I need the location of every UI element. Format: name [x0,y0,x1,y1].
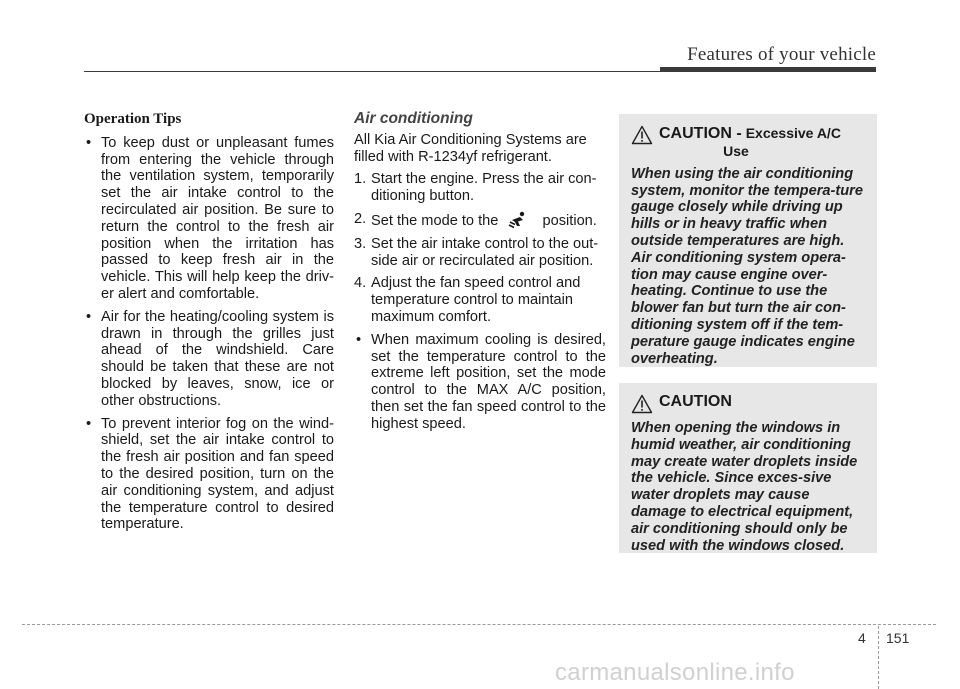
air-conditioning-column [354,111,606,439]
caution-header [631,124,867,160]
step-number: 3. [354,235,367,252]
chapter-number: 4 [858,630,866,646]
step-item [354,275,606,325]
step-number: 2. [354,210,367,227]
caution-subtitle-2: Use [723,143,749,159]
step-text: Adjust the fan speed control and temperature control to maintain maximum comfort. [371,275,581,325]
bullet-dot: • [86,308,92,325]
bullet-dot: • [86,415,92,432]
list-item [84,416,334,534]
warning-triangle-icon [631,394,653,414]
footer-divider [878,626,879,689]
bullet-dot: • [86,134,92,151]
caution-title: CAUTION [659,393,732,410]
list-item [84,135,334,303]
mode-floor-vent-icon [508,211,528,229]
operation-tips-column [84,111,334,539]
step-text-after: position. [542,212,597,229]
step-text: Start the engine. Press the air con-ditioning button. [371,171,597,205]
list-item-text: When maximum cooling is desired, set the temperature control to the extreme left position, set the mode control to the MAX A/C position, then set the fan speed control to the highest speed. [371,331,606,432]
caution-header [631,393,867,414]
header-rule-accent [660,67,876,72]
step-item [354,236,606,270]
caution-box [619,383,877,553]
operation-tips-heading: Operation Tips [84,111,182,127]
warning-triangle-icon [631,125,653,145]
watermark: carmanualsonline.info [555,659,795,686]
header-rule [84,71,660,72]
list-item [84,309,334,410]
bullet-dot: • [356,331,362,348]
page-number: 151 [886,630,910,646]
caution-box [619,114,877,367]
list-item-text: To prevent interior fog on the wind-shield, set the air intake control to the fresh air position and fan speed to the desired position, turn on the air conditioning system, and adjust the temperature control to desired temperature. [101,415,334,533]
list-item [354,332,606,433]
caution-body: When opening the windows in humid weather, air conditioning may create water droplets inside the vehicle. Since exces-sive water droplets may cause damage to electrical equipment, air conditioning should only be used with the windows closed. [631,420,858,554]
step-number: 1. [354,171,367,188]
list-item-text: Air for the heating/cooling system is drawn in through the grilles just ahead of the windshield. Care should be taken that these are not blocked by leaves, snow, ice or other obstructions. [101,308,334,409]
caution-body: When using the air conditioning system, monitor the tempera-ture gauge closely while driving up hills or in heavy traffic when outside temperatures are high. Air conditioning system opera-tion may cause engine over-heating. Continue to use the blower fan but turn the air con-ditioning system off if the tem-perature gauge indicates engine overheating. [631,165,863,367]
intro-paragraph: All Kia Air Conditioning Systems are filled with R-1234yf refrigerant. [354,131,587,165]
list-item-text: To keep dust or unpleasant fumes from entering the vehicle through the ventilation system, temporarily set the air intake control to the recirculated air position. Be sure to return the control to the fresh air position when the irritation has passed to keep fresh air in the vehicle. This will help keep the driv-er alert and comfortable. [101,134,334,302]
step-item [354,211,606,230]
step-item [354,171,606,205]
step-number: 4. [354,275,367,292]
caution-column [619,114,877,569]
step-text: Set the air intake control to the out-side air or recirculated air position. [371,235,599,269]
air-conditioning-heading: Air conditioning [354,110,473,127]
caution-subtitle: Excessive A/C [745,125,841,141]
step-text-before: Set the mode to the [371,212,499,229]
header-title: Features of your vehicle [687,44,876,65]
caution-title: CAUTION - [659,125,742,142]
footer-rule [22,624,936,625]
